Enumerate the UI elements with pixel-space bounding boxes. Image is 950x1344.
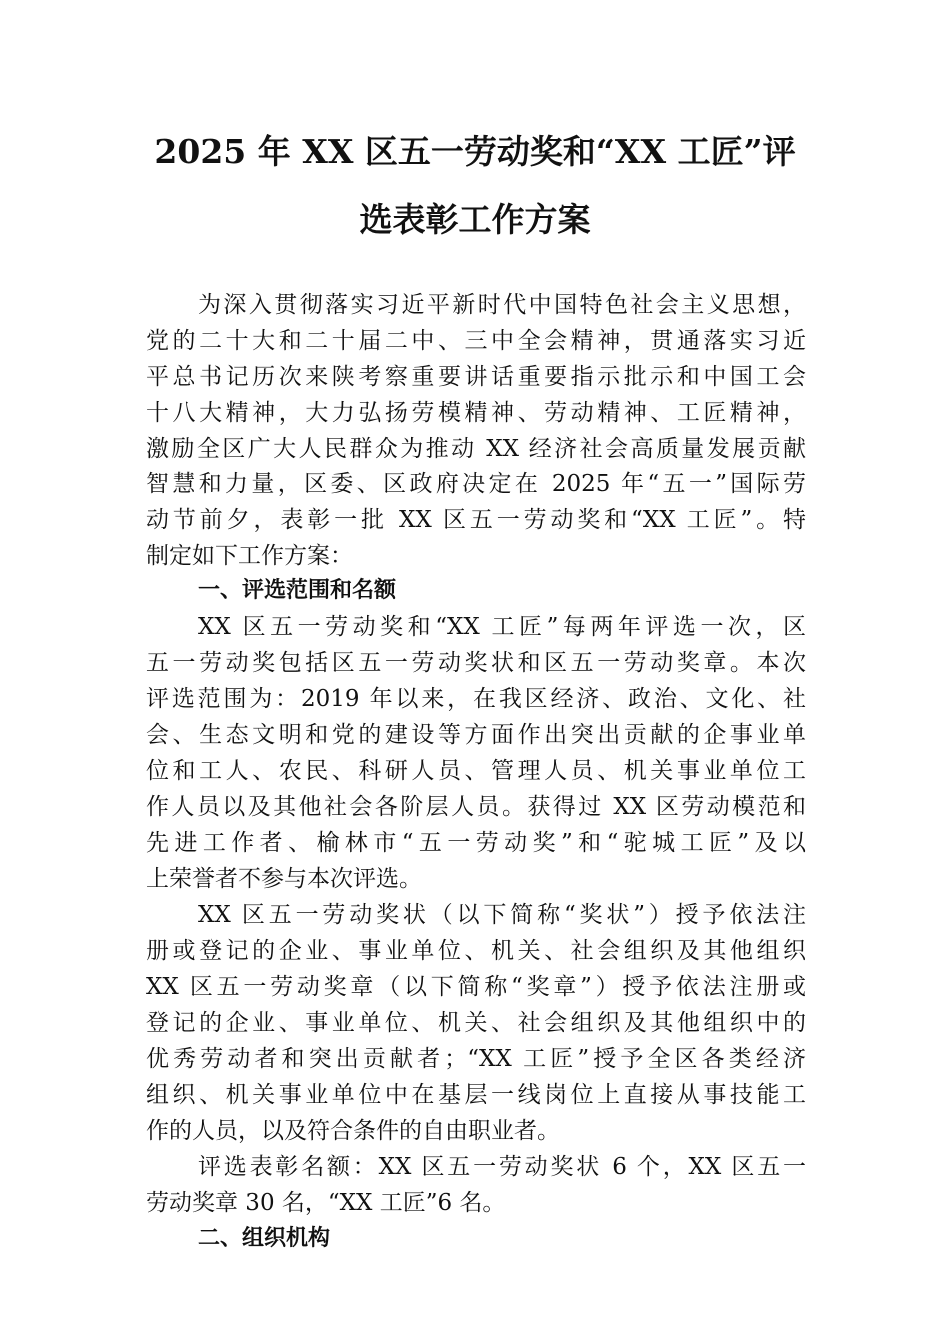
section1-para1-line: 先进工作者、榆林市“五一劳动奖”和“驼城工匠”及以 bbox=[146, 830, 806, 856]
intro-line: 动节前夕，表彰一批 XX 区五一劳动奖和“XX 工匠”。特 bbox=[146, 507, 806, 533]
intro-line: 党的二十大和二十届二中、三中全会精神，贯通落实习近 bbox=[146, 328, 806, 354]
section1-para3-line: 劳动奖章 30 名，“XX 工匠”6 名。 bbox=[146, 1190, 506, 1216]
section-heading-2: 二、组织机构 bbox=[198, 1226, 331, 1251]
intro-line: 激励全区广大人民群众为推动 XX 经济社会高质量发展贡献 bbox=[146, 436, 806, 462]
section1-para1-line: 五一劳动奖包括区五一劳动奖状和区五一劳动奖章。本次 bbox=[146, 650, 806, 676]
section1-para1-line: 位和工人、农民、科研人员、管理人员、机关事业单位工 bbox=[146, 758, 806, 784]
section1-para1-line: 会、生态文明和党的建设等方面作出突出贡献的企事业单 bbox=[146, 722, 806, 748]
intro-line: 智慧和力量，区委、区政府决定在 2025 年“五一”国际劳 bbox=[146, 471, 807, 497]
intro-line: 十八大精神，大力弘扬劳模精神、劳动精神、工匠精神， bbox=[146, 400, 806, 426]
document-title-line-2: 选表彰工作方案 bbox=[359, 200, 591, 239]
section1-para1-line: 作人员以及其他社会各阶层人员。获得过 XX 区劳动模范和 bbox=[146, 794, 806, 820]
section1-para1-line: XX 区五一劳动奖和“XX 工匠”每两年评选一次，区 bbox=[198, 614, 806, 640]
section1-para2-line: XX 区五一劳动奖状（以下简称“奖状”）授予依法注 bbox=[198, 902, 806, 928]
section1-para3-line: 评选表彰名额：XX 区五一劳动奖状 6 个，XX 区五一 bbox=[198, 1154, 806, 1180]
section1-para2-line: 组织、机关事业单位中在基层一线岗位上直接从事技能工 bbox=[146, 1082, 806, 1108]
section-heading-1: 一、评选范围和名额 bbox=[198, 578, 397, 603]
section1-para1-line: 上荣誉者不参与本次评选。 bbox=[146, 866, 422, 892]
intro-line: 平总书记历次来陕考察重要讲话重要指示批示和中国工会 bbox=[146, 364, 806, 390]
section1-para2-line: 优秀劳动者和突出贡献者；“XX 工匠”授予全区各类经济 bbox=[146, 1046, 806, 1072]
intro-line: 为深入贯彻落实习近平新时代中国特色社会主义思想， bbox=[198, 292, 806, 318]
section1-para1-line: 评选范围为：2019 年以来，在我区经济、政治、文化、社 bbox=[146, 686, 806, 712]
section1-para2-line: 册或登记的企业、事业单位、机关、社会组织及其他组织 bbox=[146, 938, 806, 964]
section1-para2-line: XX 区五一劳动奖章（以下简称“奖章”）授予依法注册或 bbox=[146, 974, 806, 1000]
section1-para2-line: 作的人员，以及符合条件的自由职业者。 bbox=[146, 1118, 560, 1144]
intro-line: 制定如下工作方案： bbox=[146, 543, 353, 569]
section1-para2-line: 登记的企业、事业单位、机关、社会组织及其他组织中的 bbox=[146, 1010, 806, 1036]
document-title-line-1: 2025 年 XX 区五一劳动奖和“XX 工匠”评 bbox=[154, 132, 796, 171]
